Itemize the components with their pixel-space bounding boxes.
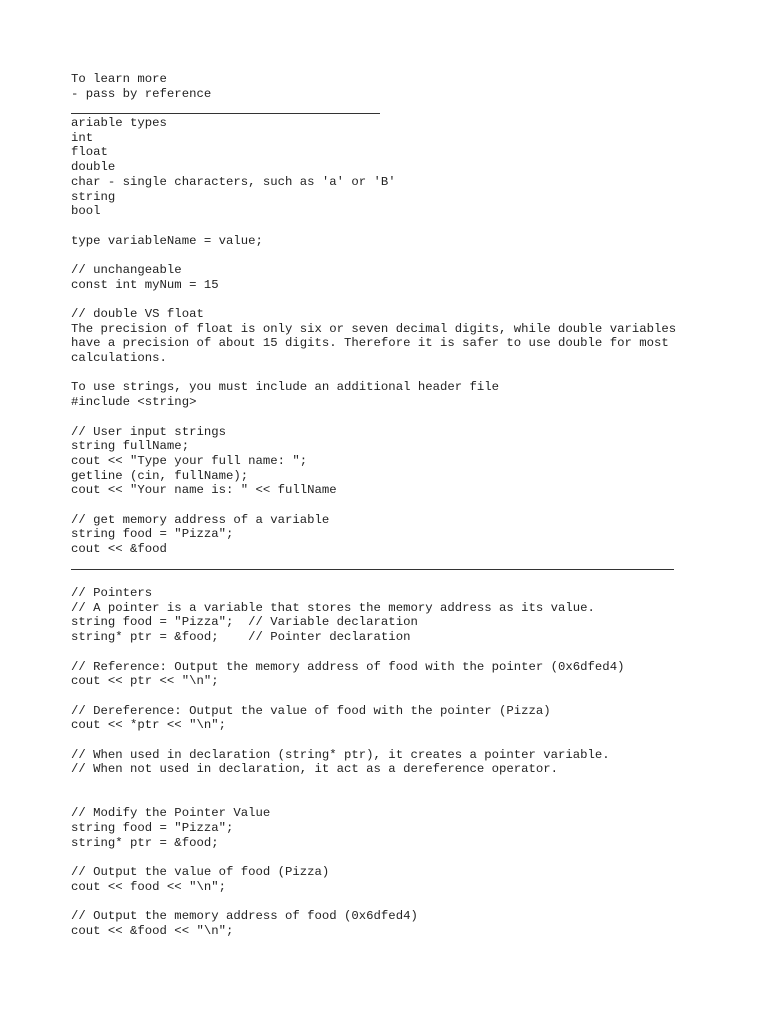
pointers-line: string* ptr = &food; // Pointer declaration [71, 630, 411, 645]
intro-item: - pass by reference [71, 86, 212, 101]
output-address-line: cout << &food << "\n"; [71, 923, 234, 938]
spacer [71, 498, 731, 513]
type-item: int [71, 130, 94, 145]
modify-line: // Modify the Pointer Value [71, 806, 271, 821]
syntax-line: type variableName = value; [71, 233, 263, 248]
spacer [71, 571, 731, 586]
spacer [71, 645, 731, 660]
type-item: char - single characters, such as 'a' or 'B' [71, 174, 396, 189]
modify-line: string food = "Pizza"; [71, 821, 234, 836]
memory-address-line: // get memory address of a variable [71, 512, 330, 527]
types-heading: ariable types [71, 116, 167, 131]
memory-address-line: string food = "Pizza"; [71, 527, 234, 542]
strings-code: #include <string> [71, 395, 197, 410]
pointers-line: // A pointer is a variable that stores the memory address as its value. [71, 600, 595, 615]
spacer [71, 366, 731, 381]
pointers-line: // Pointers [71, 586, 153, 601]
spacer [71, 733, 731, 748]
spacer [71, 895, 731, 910]
type-item: bool [71, 204, 101, 219]
double-float-text: calculations. [71, 351, 167, 366]
spacer [71, 410, 731, 425]
user-input-line: string fullName; [71, 439, 190, 454]
usage-note-line: // When not used in declaration, it act as a dereference operator. [71, 762, 559, 777]
pointers-line: string food = "Pizza"; // Variable declaration [71, 615, 418, 630]
intro-title: To learn more [71, 72, 167, 86]
dereference-line: // Dereference: Output the value of food with the pointer (Pizza) [71, 703, 551, 718]
memory-address-line: cout << &food [71, 542, 167, 556]
double-float-text: The precision of float is only six or seven decimal digits, while double variables [71, 321, 677, 336]
double-float-text: have a precision of about 15 digits. Therefore it is safer to use double for most [71, 336, 669, 351]
spacer [71, 792, 731, 807]
spacer [71, 850, 731, 865]
strings-text: To use strings, you must include an additional header file [71, 380, 500, 395]
output-value-line: // Output the value of food (Pizza) [71, 865, 330, 880]
spacer [71, 689, 731, 704]
double-float-comment: // double VS float [71, 307, 204, 321]
type-item: string [71, 189, 116, 204]
type-item: float [71, 145, 108, 160]
usage-note-line: // When used in declaration (string* ptr), it creates a pointer variable. [71, 747, 610, 762]
divider-short [71, 101, 731, 116]
const-comment: // unchangeable [71, 262, 182, 277]
spacer [71, 248, 731, 263]
spacer [71, 292, 731, 307]
type-item: double [71, 160, 116, 175]
user-input-line: cout << "Your name is: " << fullName [71, 483, 337, 498]
spacer [71, 219, 731, 234]
modify-line: string* ptr = &food; [71, 835, 219, 850]
reference-line: // Reference: Output the memory address of food with the pointer (0x6dfed4) [71, 659, 625, 674]
divider-long [71, 557, 731, 572]
user-input-line: getline (cin, fullName); [71, 468, 249, 483]
spacer [71, 777, 731, 792]
reference-line: cout << ptr << "\n"; [71, 674, 219, 689]
user-input-line: // User input strings [71, 424, 226, 439]
output-value-line: cout << food << "\n"; [71, 879, 226, 894]
document-content [71, 72, 731, 939]
dereference-line: cout << *ptr << "\n"; [71, 718, 226, 733]
user-input-line: cout << "Type your full name: "; [71, 453, 308, 468]
const-code: const int myNum = 15 [71, 277, 219, 292]
output-address-line: // Output the memory address of food (0x6dfed4) [71, 909, 418, 924]
